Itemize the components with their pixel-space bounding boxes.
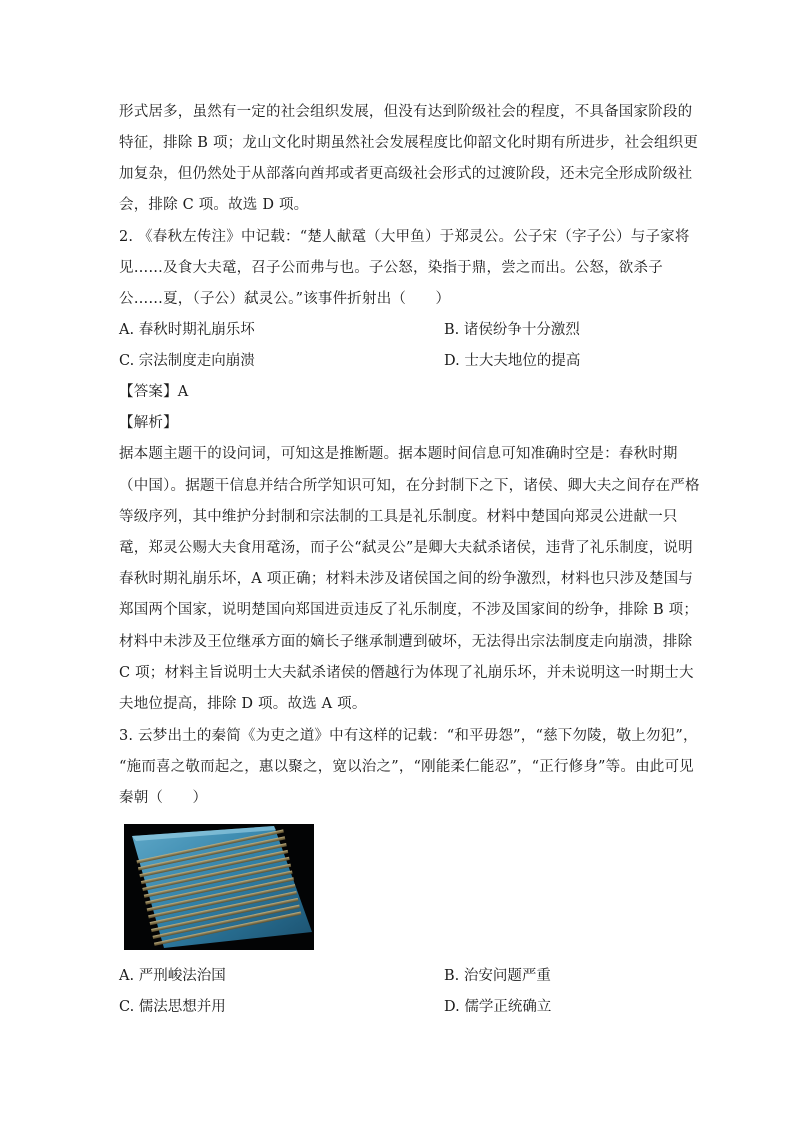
analysis-line: C 项；材料主旨说明士大夫弑杀诸侯的僭越行为体现了礼崩乐坏，并未说明这一时期士大	[119, 665, 694, 681]
bamboo-slips-icon	[124, 824, 314, 950]
option-a: A. 严刑峻法治国	[119, 968, 226, 984]
paragraph-line: 形式居多，虽然有一定的社会组织发展，但没有达到阶级社会的程度，不具备国家阶段的	[119, 104, 693, 120]
paragraph-line: 会，排除 C 项。故选 D 项。	[119, 197, 309, 213]
analysis-line: 夫地位提高，排除 D 项。故选 A 项。	[119, 696, 367, 712]
question-stem: 3. 云梦出土的秦简《为吏之道》中有这样的记载：“和平毋怨”，“慈下勿陵，敬上勿犯”，	[119, 728, 698, 744]
answer-label: 【答案】A	[119, 384, 189, 400]
analysis-line: 材料中未涉及王位继承方面的嫡长子继承制遭到破坏，无法得出宗法制度走向崩溃，排除	[119, 634, 693, 650]
question-stem: 秦朝（ ）	[119, 790, 208, 806]
question-stem: “施而喜之敬而起之，惠以聚之，宽以治之”，“刚能柔仁能忍”，“正行修身”等。由此可见	[119, 759, 694, 775]
question-stem: 公……夏，（子公）弑灵公。”该事件折射出（ ）	[119, 291, 451, 307]
question-stem: 见……及食大夫鼋，召子公而弗与也。子公怒，染指于鼎，尝之而出。公怒，欲杀子	[119, 260, 663, 276]
analysis-line: 春秋时期礼崩乐坏，A 项正确；材料未涉及诸侯国之间的纷争激烈，材料也只涉及楚国与	[119, 571, 694, 587]
analysis-line: 郑国两个国家，说明楚国向郑国进贡违反了礼乐制度，不涉及国家间的纷争，排除 B 项；	[119, 602, 699, 618]
question-stem: 2. 《春秋左传注》中记载：“楚人献鼋（大甲鱼）于郑灵公。公子宋（字子公）与子家将	[119, 229, 690, 245]
analysis-line: 据本题主题干的设问词，可知这是推断题。据本题时间信息可知准确时空是：春秋时期	[119, 446, 678, 462]
analysis-line: 鼋，郑灵公赐大夫食用鼋汤，而子公“弑灵公”是卿大夫弑杀诸侯，违背了礼乐制度，说明	[119, 540, 693, 556]
option-d: D. 士大夫地位的提高	[444, 353, 581, 369]
option-b: B. 治安问题严重	[444, 968, 551, 984]
analysis-line: 等级序列，其中维护分封制和宗法制的工具是礼乐制度。材料中楚国向郑灵公进献一只	[119, 509, 678, 525]
option-c: C. 宗法制度走向崩溃	[119, 353, 255, 369]
paragraph-line: 特征，排除 B 项；龙山文化时期虽然社会发展程度比仰韶文化时期有所进步，社会组织更	[119, 135, 699, 151]
analysis-line: （中国）。据题干信息并结合所学知识可知，在分封制下之下，诸侯、卿大夫之间存在严格	[119, 478, 700, 494]
option-b: B. 诸侯纷争十分激烈	[444, 322, 580, 338]
bamboo-slips-photo	[124, 824, 314, 950]
option-c: C. 儒法思想并用	[119, 999, 226, 1015]
analysis-label: 【解析】	[119, 415, 178, 431]
paragraph-line: 加复杂，但仍然处于从部落向酋邦或者更高级社会形式的过渡阶段，还未完全形成阶级社	[119, 166, 693, 182]
option-d: D. 儒学正统确立	[444, 999, 552, 1015]
option-a: A. 春秋时期礼崩乐坏	[119, 322, 255, 338]
